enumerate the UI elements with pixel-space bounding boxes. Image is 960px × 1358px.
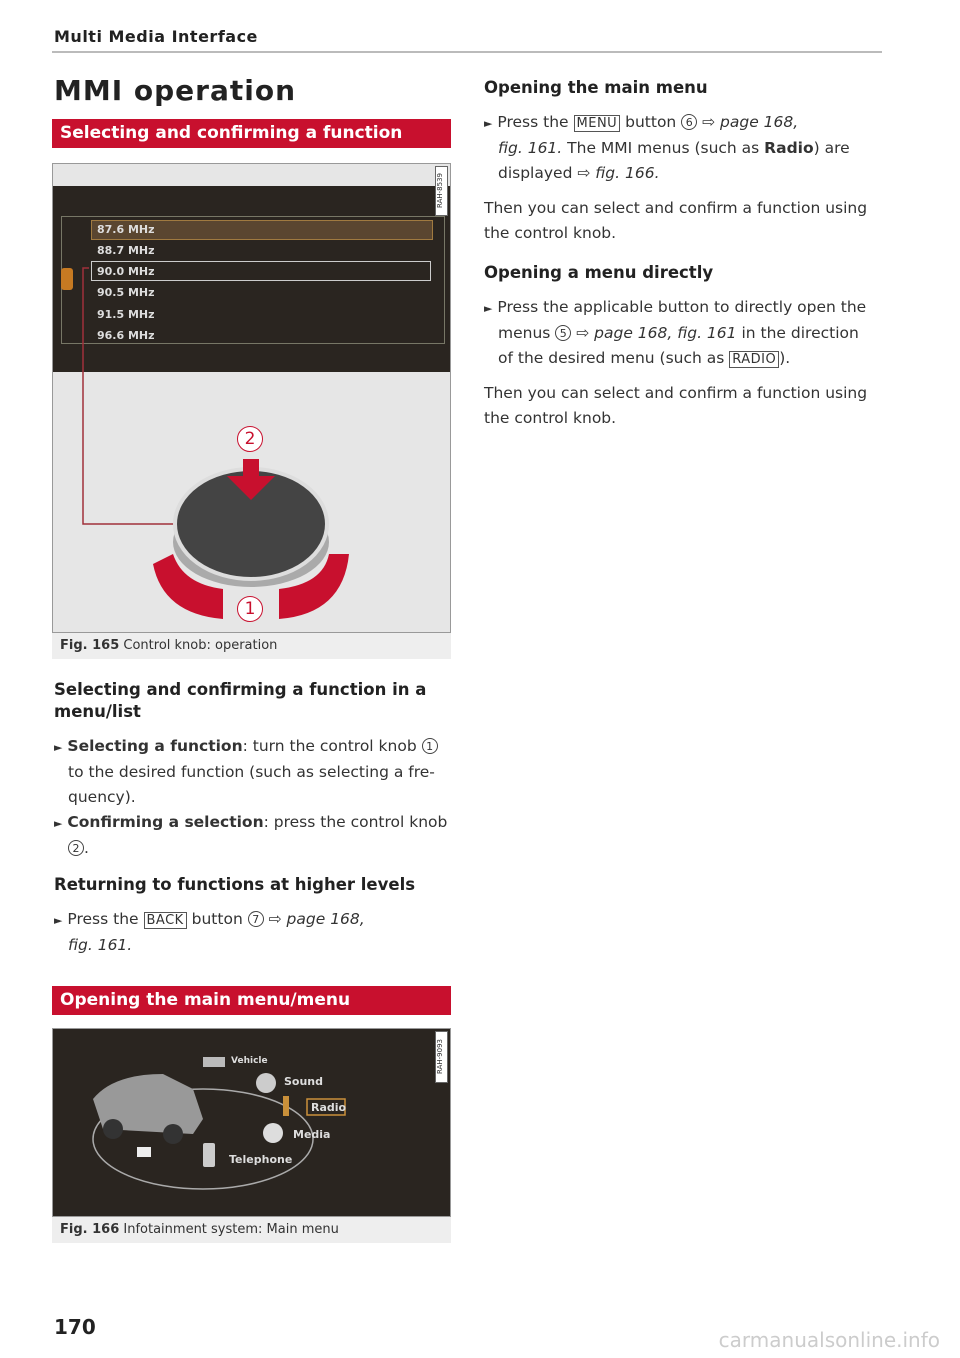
section-bar-main-menu: Opening the main menu/menu [52,986,451,1015]
caption-text: Control knob: operation [123,638,278,653]
watermark: carmanualsonline.info [718,1328,940,1352]
text: quency). [68,788,136,806]
frequency-item: 87.6 MHz [97,223,155,236]
callout-ref: 7 [248,911,264,927]
control-knob-illustration [53,164,451,633]
frequency-item: 96.6 MHz [97,329,155,342]
header-divider [52,51,882,53]
figure-id: RAH-8539 [435,166,448,216]
heading-opening-main-menu: Opening the main menu [484,78,708,97]
text: Press the [497,113,569,131]
text: displayed [498,164,573,182]
figure-166 [52,1028,451,1217]
subheading-returning: Returning to functions at higher levels [54,875,416,894]
page-reference[interactable]: ⇨ page 168, [702,113,799,131]
page-reference[interactable]: ⇨ page 168, fig. 161 [576,324,737,342]
heading-opening-menu-directly: Opening a menu directly [484,263,714,282]
callout-ref: 2 [68,840,84,856]
figure-label: Fig. 165 [60,638,120,653]
paragraph [484,196,884,246]
callout-1: 1 [237,596,263,622]
figure-165 [52,163,451,633]
text: of the desired menu (such as [498,349,725,367]
paragraph [484,381,884,431]
radio-key: RADIO [729,351,779,368]
text: Then you can select and confirm a function using [484,384,868,402]
text: Then you can select and confirm a function using [484,199,868,217]
page-number: 170 [54,1315,96,1339]
menu-item-telephone: Telephone [229,1153,293,1166]
text: in the direction [741,324,859,342]
figure-id: RAH-9093 [435,1031,448,1083]
text: : turn the control knob [242,737,417,755]
running-header: Multi Media Interface [54,27,258,46]
menu-item-sound: Sound [284,1075,324,1088]
menu-key: MENU [574,115,621,132]
figure-reference[interactable]: fig. 161. [498,139,563,157]
frequency-item: 90.5 MHz [97,286,155,299]
page-title: MMI operation [54,74,297,107]
menu-item-radio: Radio [311,1101,347,1114]
text: button [191,910,243,928]
text: ) are [813,139,850,157]
callout-ref: 6 [681,114,697,130]
frequency-item: 91.5 MHz [97,308,155,321]
text: menus [498,324,551,342]
figure-label: Fig. 166 [60,1222,120,1237]
text: Press the applicable button to directly open the [497,298,867,316]
bullet-direct: ► Press the applicable button to directly open the menus 5 ⇨ page 168, fig. 161 in the direction of the desired menu (such as RADIO ). [484,298,867,367]
figure-reference[interactable]: fig. 161. [68,936,133,954]
page-reference[interactable]: ⇨ page 168, [268,910,365,928]
menu-item-vehicle: Vehicle [231,1056,268,1066]
caption-text: Infotainment system: Main menu [123,1222,339,1237]
bullet-back: ► Press the BACK button 7 ⇨ page 168, fig. 161. [54,910,365,954]
figure-caption [52,633,451,659]
bold-term: Confirming a selection [67,813,264,831]
callout-ref: 5 [555,325,571,341]
menu-item-media: Media [293,1128,331,1141]
callout-ref: 1 [422,738,438,754]
frequency-item: 90.0 MHz [97,265,155,278]
callout-2: 2 [237,426,263,452]
section-bar-selecting: Selecting and confirming a function [52,119,451,148]
text: the control knob. [484,224,617,242]
text: button [625,113,677,131]
frequency-item: 88.7 MHz [97,244,155,257]
back-key: BACK [144,912,187,929]
bullet-menu: ► Press the MENU button 6 ⇨ page 168, fig. 161. The MMI menus (such as Radio) are displayed ⇨ fig. 166. [484,113,850,182]
text: Press the [67,910,139,928]
figure-reference[interactable]: ⇨ fig. 166. [577,164,660,182]
text: ). [779,349,791,367]
bold-term: Radio [764,139,814,157]
subheading-select-confirm: Selecting and confirming a function in a menu/list [54,680,427,721]
text: : press the control knob [263,813,448,831]
text: The MMI menus (such as [567,139,760,157]
bold-term: Selecting a function [67,737,243,755]
figure-caption [52,1217,451,1243]
text: to the desired function (such as selecting a fre- [68,763,435,781]
text: the control knob. [484,409,617,427]
bullet-select: ► Selecting a function: turn the control knob 1 to the desired function (such as selecting a fre- quency). ► Confirming a selection: press the control knob 2 . [54,737,448,857]
